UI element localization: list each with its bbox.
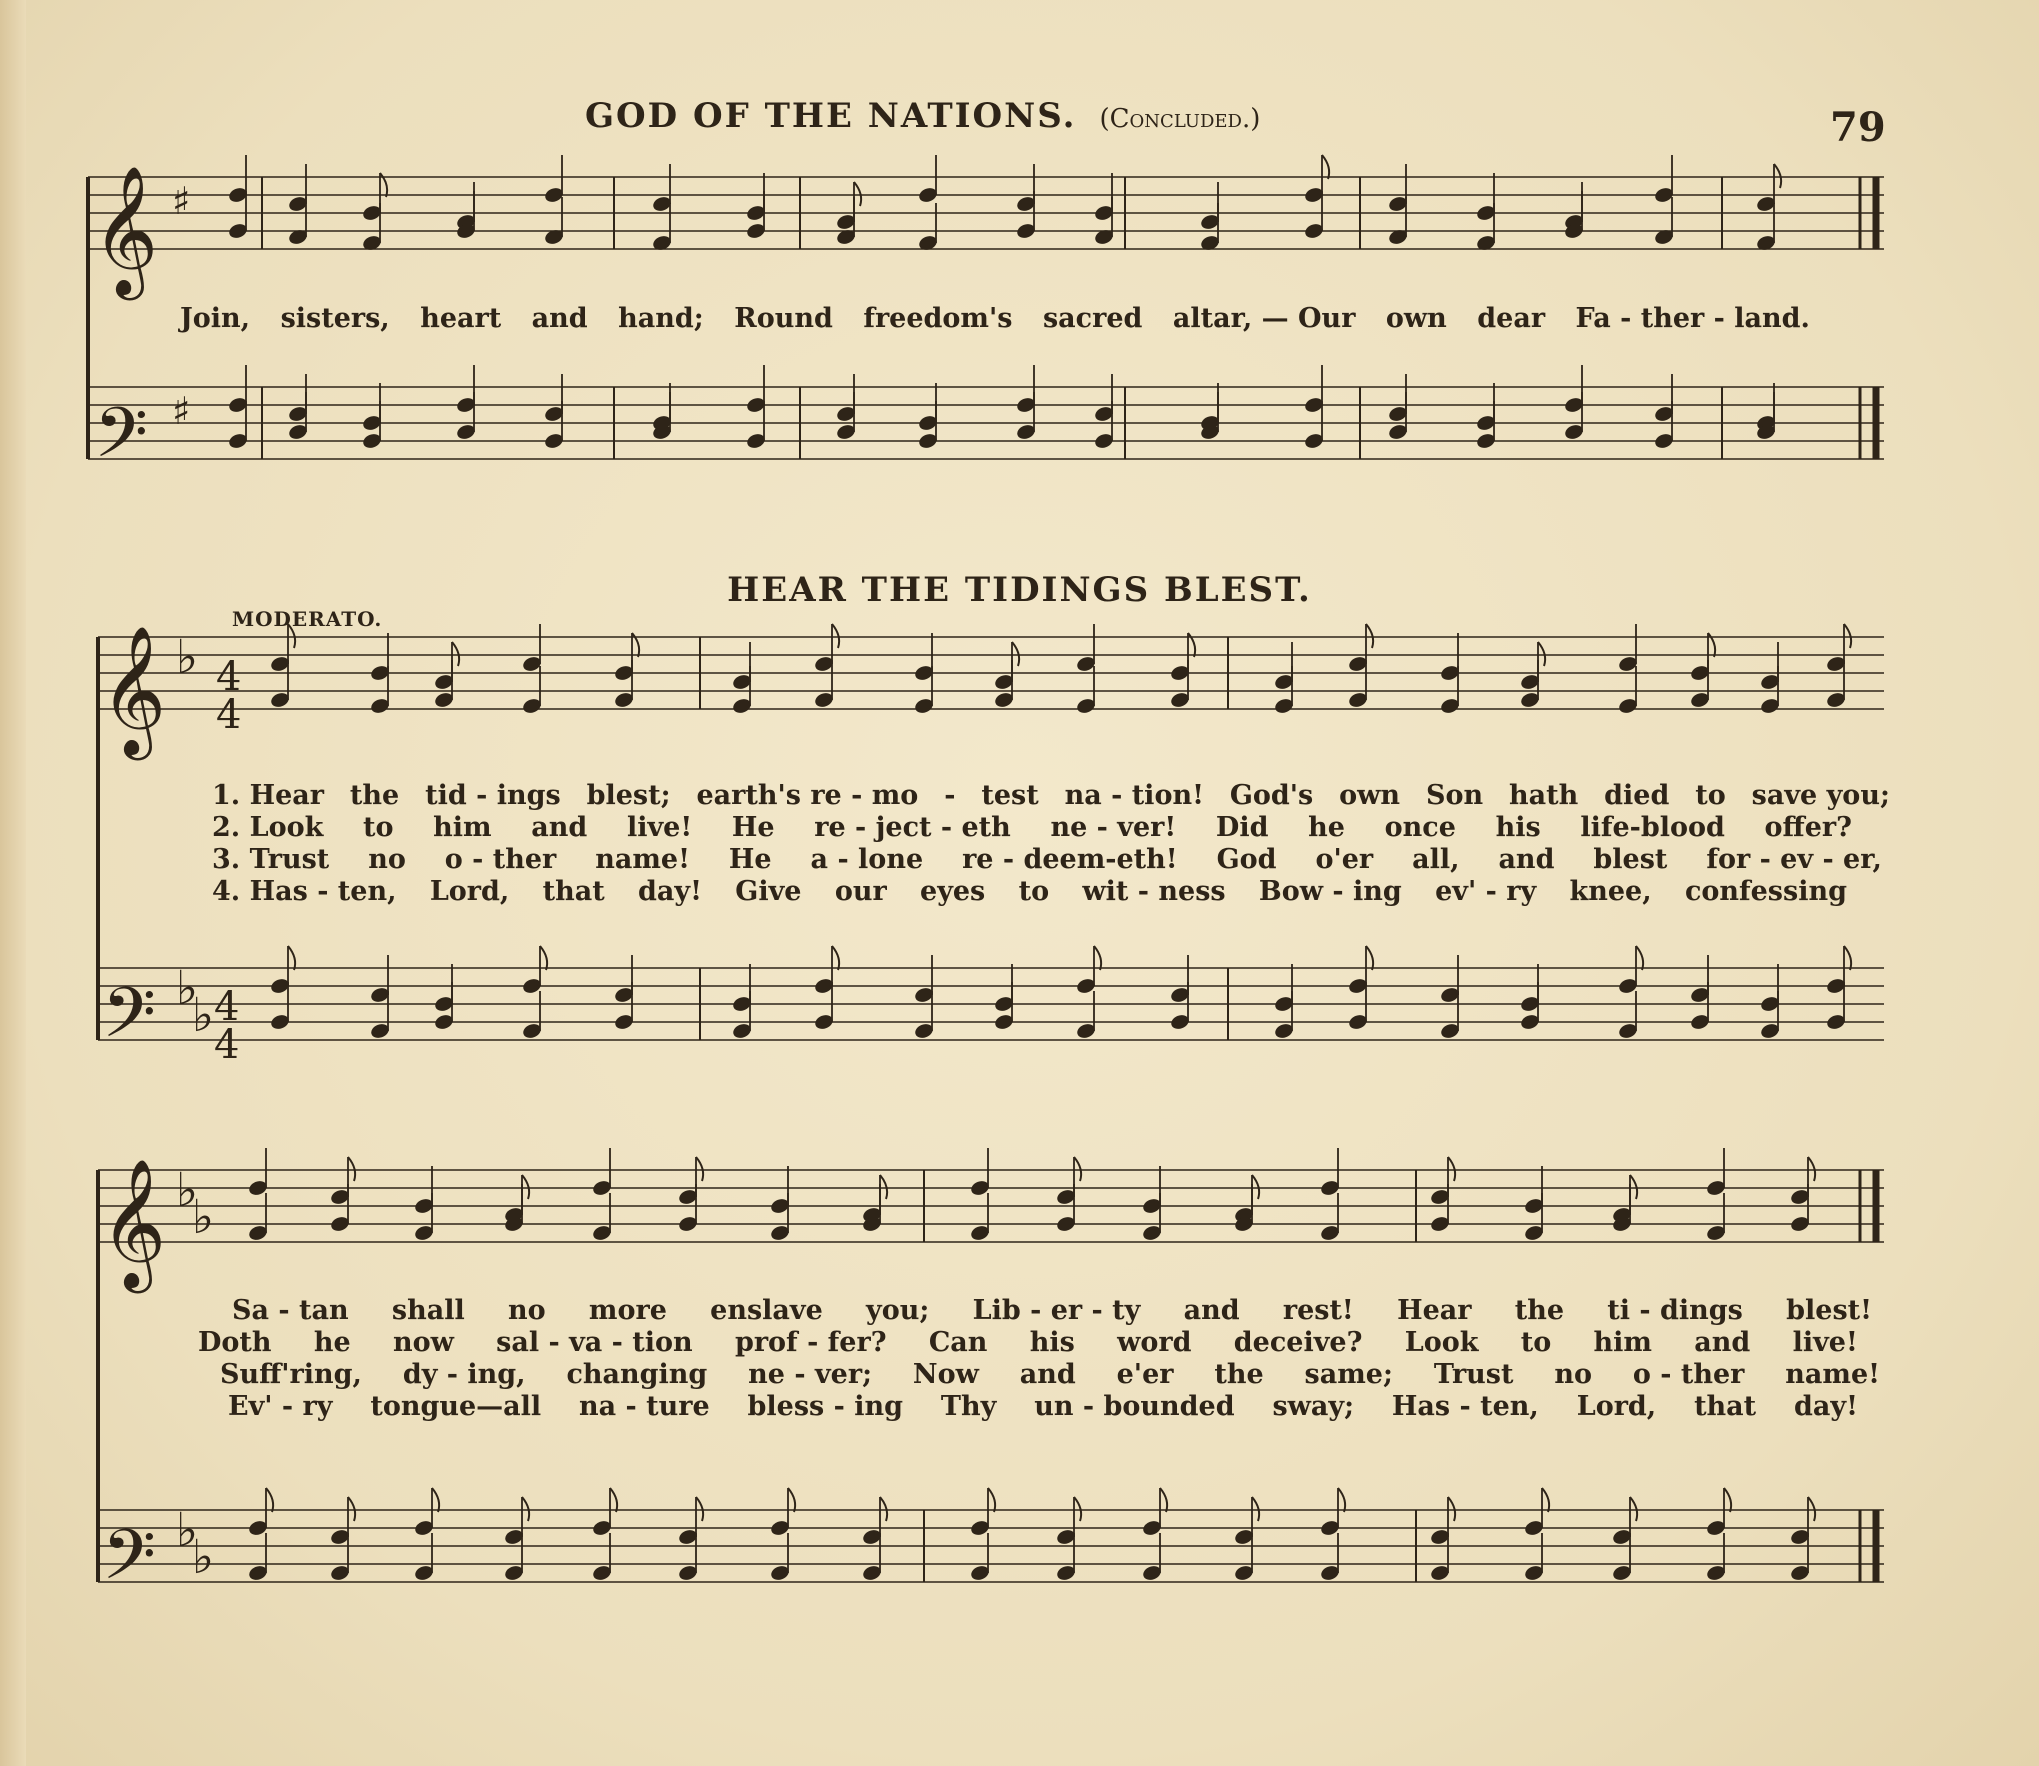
lyric-word: all, bbox=[1412, 844, 1460, 875]
lyric-word: and bbox=[1498, 844, 1555, 875]
note-flag bbox=[266, 1488, 273, 1512]
lyric-word: no bbox=[1554, 1359, 1592, 1390]
time-signature-bottom: 4 bbox=[214, 1022, 240, 1068]
lyric-word: a - lone bbox=[810, 844, 924, 875]
note-flag bbox=[1094, 946, 1101, 970]
lyric-word: live! bbox=[626, 812, 693, 843]
note-flag bbox=[1338, 1488, 1345, 1512]
flat-sign: ♭ bbox=[192, 1191, 215, 1245]
lyric-word: o - ther bbox=[1632, 1359, 1745, 1390]
note-flag bbox=[1636, 946, 1643, 970]
lyric-word: na - ture bbox=[579, 1391, 710, 1422]
lyric-word: name! bbox=[1785, 1359, 1880, 1390]
lyric-word: Hear bbox=[1397, 1295, 1472, 1326]
note-flag bbox=[1630, 1175, 1637, 1199]
time-signature-bottom: 4 bbox=[216, 692, 242, 738]
verse-2-line-b bbox=[198, 1327, 1858, 1358]
lyric-word: his bbox=[1495, 812, 1541, 843]
tempo-marking: MODERATO. bbox=[232, 607, 383, 631]
lyric-word: died bbox=[1604, 780, 1670, 811]
lyric-word: ti - dings bbox=[1607, 1295, 1743, 1326]
verse-4-line-a bbox=[212, 876, 1847, 907]
lyric-word: our bbox=[834, 876, 887, 907]
note-flag bbox=[880, 1497, 887, 1521]
lyric-word: sisters, bbox=[280, 303, 390, 334]
lyric-word: no bbox=[368, 844, 406, 875]
lyric-word: his bbox=[1029, 1327, 1075, 1358]
note-flag bbox=[1252, 1497, 1259, 1521]
lyric-word: sway; bbox=[1272, 1391, 1355, 1422]
lyric-word: heart bbox=[420, 303, 502, 334]
lyric-word: same; bbox=[1304, 1359, 1393, 1390]
flat-sign: ♭ bbox=[176, 631, 199, 685]
note-flag bbox=[832, 946, 839, 970]
lyric-word: to bbox=[1695, 780, 1726, 811]
note-flag bbox=[432, 1488, 439, 1512]
flat-sign: ♭ bbox=[176, 962, 199, 1016]
lyric-word: bless - ing bbox=[747, 1391, 904, 1422]
lyric-word: eyes bbox=[920, 876, 986, 907]
lyric-word: you; bbox=[866, 1295, 930, 1326]
lyric-word: changing bbox=[566, 1359, 708, 1390]
song2-title: HEAR THE TIDINGS BLEST. bbox=[727, 570, 1312, 610]
lyric-word: ev' - ry bbox=[1435, 876, 1537, 907]
lyric-word: day! bbox=[1794, 1391, 1858, 1422]
lyric-word: Lord, bbox=[1576, 1391, 1657, 1422]
lyric-word: name! bbox=[595, 844, 690, 875]
verse-1-line-b bbox=[232, 1295, 1872, 1326]
lyric-word: that bbox=[542, 876, 605, 907]
lyric-word: dear bbox=[1477, 303, 1546, 334]
lyric-word: altar, — Our bbox=[1172, 303, 1356, 334]
note-flag bbox=[1538, 642, 1545, 666]
lyric-word: un - bounded bbox=[1034, 1391, 1235, 1422]
lyric-word: earth's re - mo bbox=[696, 780, 919, 811]
lyric-word: tid - ings bbox=[425, 780, 561, 811]
lyric-word: Lord, bbox=[429, 876, 510, 907]
lyric-word: that bbox=[1694, 1391, 1757, 1422]
lyric-word: Now bbox=[912, 1359, 979, 1390]
lyric-word: dy - ing, bbox=[402, 1359, 526, 1390]
lyric-word: blest! bbox=[1786, 1295, 1872, 1326]
lyric-word: own bbox=[1339, 780, 1401, 811]
lyric-word: now bbox=[392, 1327, 454, 1358]
note-flag bbox=[1808, 1497, 1815, 1521]
lyric-word: God bbox=[1216, 844, 1277, 875]
treble-clef: 𝄞 bbox=[100, 625, 167, 755]
lyric-word: He bbox=[728, 844, 772, 875]
lyric-word: He bbox=[731, 812, 775, 843]
note-flag bbox=[1366, 946, 1373, 970]
song1-lyrics bbox=[180, 303, 1810, 334]
lyric-word: and bbox=[531, 812, 588, 843]
lyric-word: Doth bbox=[198, 1327, 272, 1358]
lyric-word: 2. Look bbox=[212, 812, 324, 843]
flat-sign: ♭ bbox=[176, 1504, 199, 1558]
lyric-word: re - deem-eth! bbox=[962, 844, 1178, 875]
lyric-word: - bbox=[944, 780, 956, 811]
verse-1-line-a bbox=[212, 780, 1890, 811]
lyric-word: o - ther bbox=[444, 844, 557, 875]
lyric-word: Did bbox=[1215, 812, 1269, 843]
note-flag bbox=[1074, 1497, 1081, 1521]
lyric-word: Round bbox=[734, 303, 833, 334]
note-flag bbox=[1074, 1157, 1081, 1181]
lyric-word: him bbox=[1593, 1327, 1652, 1358]
lyric-word: Trust bbox=[1433, 1359, 1514, 1390]
lyric-word: Look bbox=[1404, 1327, 1479, 1358]
lyric-word: sacred bbox=[1042, 303, 1143, 334]
lyric-word: more bbox=[588, 1295, 667, 1326]
note-flag bbox=[452, 642, 459, 666]
lyric-word: Join, bbox=[180, 303, 251, 334]
note-flag bbox=[1366, 624, 1373, 648]
lyric-word: freedom's bbox=[863, 303, 1013, 334]
lyric-word: him bbox=[433, 812, 492, 843]
lyric-word: Suff'ring, bbox=[220, 1359, 362, 1390]
song1-title: GOD OF THE NATIONS. bbox=[585, 96, 1077, 136]
lyric-word: save you; bbox=[1751, 780, 1890, 811]
lyric-word: to bbox=[362, 812, 394, 843]
lyric-word: Son bbox=[1425, 780, 1484, 811]
lyric-word: Bow - ing bbox=[1258, 876, 1402, 907]
lyric-word: to bbox=[1018, 876, 1050, 907]
lyric-word: Can bbox=[928, 1327, 988, 1358]
lyric-word: blest bbox=[1593, 844, 1668, 875]
note-flag bbox=[610, 1488, 617, 1512]
note-flag bbox=[1844, 624, 1851, 648]
note-flag bbox=[1160, 1488, 1167, 1512]
lyric-word: 3. Trust bbox=[212, 844, 330, 875]
lyric-word: test bbox=[981, 780, 1039, 811]
note-flag bbox=[1774, 164, 1781, 188]
lyric-word: the bbox=[349, 780, 400, 811]
lyric-word: blest; bbox=[586, 780, 671, 811]
bass-clef: 𝄢 bbox=[102, 1514, 157, 1612]
note-flag bbox=[1808, 1157, 1815, 1181]
lyric-word: Has - ten, bbox=[1391, 1391, 1539, 1422]
lyric-word: to bbox=[1520, 1327, 1552, 1358]
lyric-word: day! bbox=[638, 876, 702, 907]
note-flag bbox=[788, 1488, 795, 1512]
note-flag bbox=[348, 1157, 355, 1181]
note-flag bbox=[348, 1497, 355, 1521]
note-flag bbox=[1542, 1488, 1549, 1512]
note-flag bbox=[1012, 642, 1019, 666]
note-flag bbox=[1322, 155, 1329, 179]
flat-sign: ♭ bbox=[192, 1531, 215, 1585]
lyric-word: tongue—all bbox=[370, 1391, 542, 1422]
note-flag bbox=[1448, 1157, 1455, 1181]
note-flag bbox=[540, 946, 547, 970]
lyric-word: Fa - ther - land. bbox=[1575, 303, 1810, 334]
lyric-word: Ev' - ry bbox=[228, 1391, 333, 1422]
lyric-word: he bbox=[313, 1327, 351, 1358]
lyric-word: na - tion! bbox=[1064, 780, 1204, 811]
note-flag bbox=[522, 1497, 529, 1521]
concluded-note: (Concluded.) bbox=[1099, 104, 1261, 134]
note-flag bbox=[1252, 1175, 1259, 1199]
sharp-sign: ♯ bbox=[172, 179, 191, 223]
lyric-word: and bbox=[1694, 1327, 1751, 1358]
lyric-word: Thy bbox=[940, 1391, 997, 1422]
lyric-word: he bbox=[1308, 812, 1345, 843]
sharp-sign: ♯ bbox=[172, 389, 191, 433]
verse-4-line-b bbox=[228, 1391, 1858, 1422]
lyric-word: hand; bbox=[618, 303, 704, 334]
note-flag bbox=[1724, 1488, 1731, 1512]
lyric-word: rest! bbox=[1282, 1295, 1354, 1326]
time-signature-top: 4 bbox=[214, 984, 240, 1030]
bass-clef: 𝄢 bbox=[102, 972, 157, 1070]
note-flag bbox=[832, 624, 839, 648]
note-flag bbox=[288, 946, 295, 970]
verse-2-line-a bbox=[212, 812, 1852, 843]
lyric-word: life-blood bbox=[1580, 812, 1725, 843]
lyric-word: and bbox=[531, 303, 588, 334]
lyric-word: Give bbox=[735, 876, 802, 907]
lyric-word: 4. Has - ten, bbox=[212, 876, 397, 907]
lyric-word: live! bbox=[1792, 1327, 1858, 1358]
lyric-word: and bbox=[1019, 1359, 1076, 1390]
flat-sign: ♭ bbox=[192, 989, 215, 1043]
lyric-word: the bbox=[1214, 1359, 1264, 1390]
note-flag bbox=[854, 182, 861, 206]
lyric-word: ne - ver; bbox=[748, 1359, 873, 1390]
note-flag bbox=[696, 1497, 703, 1521]
lyric-word: God's bbox=[1229, 780, 1314, 811]
lyric-word: knee, bbox=[1569, 876, 1652, 907]
note-flag bbox=[696, 1157, 703, 1181]
bass-clef: 𝄢 bbox=[94, 392, 149, 490]
lyric-word: e'er bbox=[1116, 1359, 1174, 1390]
verse-3-line-a bbox=[212, 844, 1882, 875]
note-flag bbox=[1630, 1497, 1637, 1521]
lyric-word: o'er bbox=[1315, 844, 1374, 875]
lyric-word: and bbox=[1183, 1295, 1240, 1326]
lyric-word: re - ject - eth bbox=[814, 812, 1011, 843]
lyric-word: hath bbox=[1509, 780, 1579, 811]
lyric-word: deceive? bbox=[1233, 1327, 1363, 1358]
flat-sign: ♭ bbox=[176, 1164, 199, 1218]
verse-3-line-b bbox=[220, 1359, 1880, 1390]
lyric-word: offer? bbox=[1764, 812, 1852, 843]
lyric-word: confessing bbox=[1684, 876, 1847, 907]
note-flag bbox=[522, 1175, 529, 1199]
lyric-word: ne - ver! bbox=[1050, 812, 1177, 843]
note-flag bbox=[1448, 1497, 1455, 1521]
lyric-word: prof - fer? bbox=[734, 1327, 887, 1358]
page-number: 79 bbox=[1830, 104, 1886, 151]
lyric-word: once bbox=[1384, 812, 1456, 843]
lyric-word: Sa - tan bbox=[232, 1295, 349, 1326]
lyric-word: shall bbox=[391, 1295, 465, 1326]
time-signature-top: 4 bbox=[216, 654, 242, 700]
treble-clef: 𝄞 bbox=[92, 165, 159, 295]
lyric-word: Lib - er - ty bbox=[972, 1295, 1141, 1326]
lyric-word: wit - ness bbox=[1082, 876, 1226, 907]
note-flag bbox=[880, 1175, 887, 1199]
lyric-word: no bbox=[507, 1295, 546, 1326]
lyric-word: for - ev - er, bbox=[1706, 844, 1882, 875]
lyric-word: the bbox=[1514, 1295, 1565, 1326]
lyric-word: word bbox=[1117, 1327, 1192, 1358]
lyric-word: enslave bbox=[710, 1295, 823, 1326]
note-flag bbox=[988, 1488, 995, 1512]
treble-clef: 𝄞 bbox=[100, 1158, 167, 1288]
lyric-word: own bbox=[1385, 303, 1447, 334]
lyric-word: sal - va - tion bbox=[496, 1327, 693, 1358]
lyric-word: 1. Hear bbox=[212, 780, 324, 811]
note-flag bbox=[1844, 946, 1851, 970]
